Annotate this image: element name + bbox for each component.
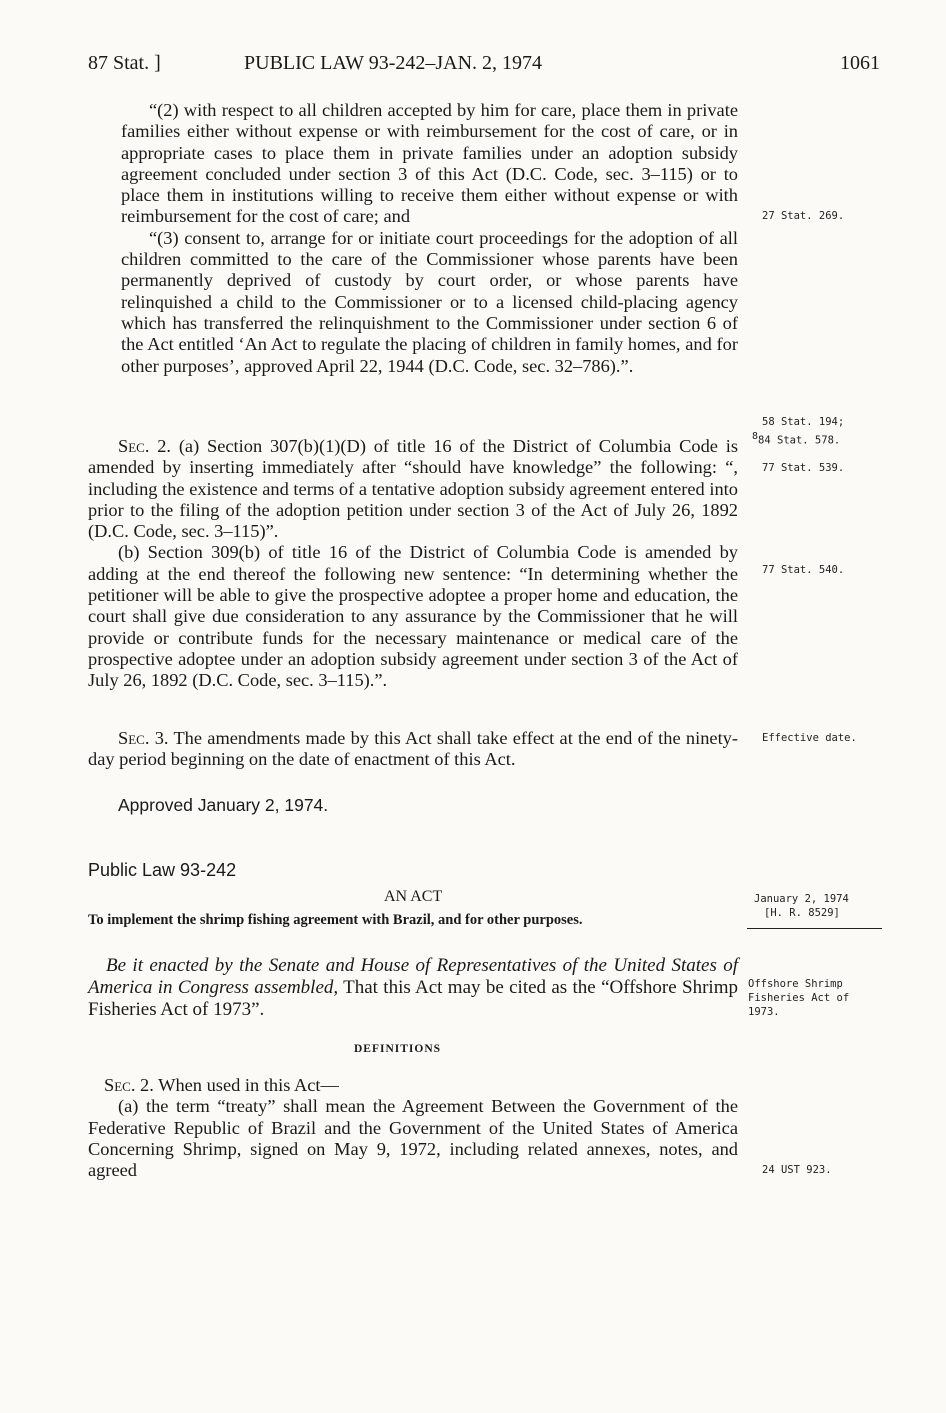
definitions-section — [88, 1075, 738, 1181]
definitions-heading: DEFINITIONS — [354, 1043, 442, 1055]
new-sec2-intro: When used in this Act— — [158, 1075, 339, 1095]
margin-note-text: 84 Stat. 578. — [758, 434, 841, 447]
margin-note: January 2, 1974 — [754, 893, 849, 905]
margin-note: 24 UST 923. — [762, 1164, 832, 1176]
margin-note: $^8$84 Stat. 578. — [752, 431, 841, 447]
running-header — [0, 52, 946, 82]
header-volume: 87 Stat. ] — [88, 52, 161, 74]
definition-a: (a) the term “treaty” shall mean the Agreement Between the Government of the Federative Republic of Brazil and the Government of the United States of America Concerning Shrimp, signed on May 9, 1972, including related annexes, notes, and agreed — [88, 1096, 738, 1181]
section-3-text: The amendments made by this Act shall take effect at the end of the ninety-day period beginning on the date of enactment of this Act. — [88, 728, 739, 770]
definitions-intro — [88, 1075, 738, 1096]
margin-note: 27 Stat. 269. — [762, 210, 845, 222]
clause-2: “(2) with respect to all children accepted by him for care, place them in private families either without expense or with reimbursement for the cost of care, or in appropriate cases to place them in private families under an adoption subsidy agreement concluded under section 3 of this Act (D.C. Code, sec. 3–115) or to place them in institutions willing to receive them either without expense or with reimbursement for the cost of care; and — [121, 100, 738, 227]
margin-rule — [747, 928, 882, 929]
act-purpose: To implement the shrimp fishing agreement with Brazil, and for other purposes. — [88, 912, 583, 928]
margin-note: 58 Stat. 194; — [762, 416, 845, 428]
section-2-a-text: (a) Section 307(b)(1)(D) of title 16 of the District of Columbia Code is amended by inserting immediately after “should have knowledge” the following: “, including the existence and terms of a tentative adoption subsidy agreement entered into prior to the filing of the adoption petition under section 3 of the Act of July 26, 1892 (D.C. Code, sec. 3–115)”. — [88, 436, 738, 542]
approved-line — [88, 795, 738, 816]
section-2-para-a — [88, 436, 738, 542]
section-3-para — [88, 728, 738, 771]
enacting-paragraph — [88, 955, 738, 1021]
clause-3: “(3) consent to, arrange for or initiate court proceedings for the adoption of all children committed to the care of the Commissioner whose parents have been permanently deprived of custody by court order, or whose parents have relinquished a child to the Commissioner or to a licensed child-placing agency which has transferred the relinquishment to the Commissioner under section 6 of the Act entitled ‘An Act to regulate the placing of children in family homes, and for other purposes’, approved April 22, 1944 (D.C. Code, sec. 32–786).”. — [121, 227, 738, 376]
an-act-heading: AN ACT — [384, 888, 443, 905]
margin-note: 1973. — [748, 1006, 780, 1018]
section-2 — [88, 436, 738, 692]
section-2-label: Sec. 2. — [118, 436, 172, 456]
enacting-formula: Be it enacted by the Senate and House of Representatives of the United States of America in Congress assembled, — [88, 955, 738, 998]
enacting-clause — [88, 955, 738, 1021]
page-number: 1061 — [840, 52, 880, 74]
margin-note: Effective date. — [762, 732, 857, 744]
header-title: PUBLIC LAW 93-242–JAN. 2, 1974 — [244, 52, 543, 74]
new-sec2-label: Sec. 2. — [104, 1075, 154, 1095]
approved-text: Approved January 2, 1974. — [118, 795, 329, 815]
section-3-label: Sec. 3. — [118, 728, 169, 748]
margin-note: 77 Stat. 540. — [762, 564, 845, 576]
margin-note: 77 Stat. 539. — [762, 462, 845, 474]
continued-clauses — [88, 100, 738, 377]
margin-note: [H. R. 8529] — [764, 907, 840, 919]
section-2-para-b: (b) Section 309(b) of title 16 of the District of Columbia Code is amended by adding at the end thereof the following new sentence: “In determining whether the petitioner will be able to give the prospective adoptee a proper home and education, the court shall give due consideration to any assurance by the Commissioner that he will provide or contribute funds for the necessary maintenance or medical care of the prospective adoptee under an adoption subsidy agreement under section 3 of the Act of July 26, 1892 (D.C. Code, sec. 3–115).”. — [88, 542, 738, 691]
margin-note: Offshore Shrimp — [748, 978, 843, 990]
public-law-title: Public Law 93-242 — [88, 860, 237, 880]
section-3 — [88, 728, 738, 771]
enacting-short-title: That this Act may be cited as the “Offshore Shrimp Fisheries Act of 1973”. — [88, 977, 738, 1020]
margin-note: Fisheries Act of — [748, 992, 850, 1004]
